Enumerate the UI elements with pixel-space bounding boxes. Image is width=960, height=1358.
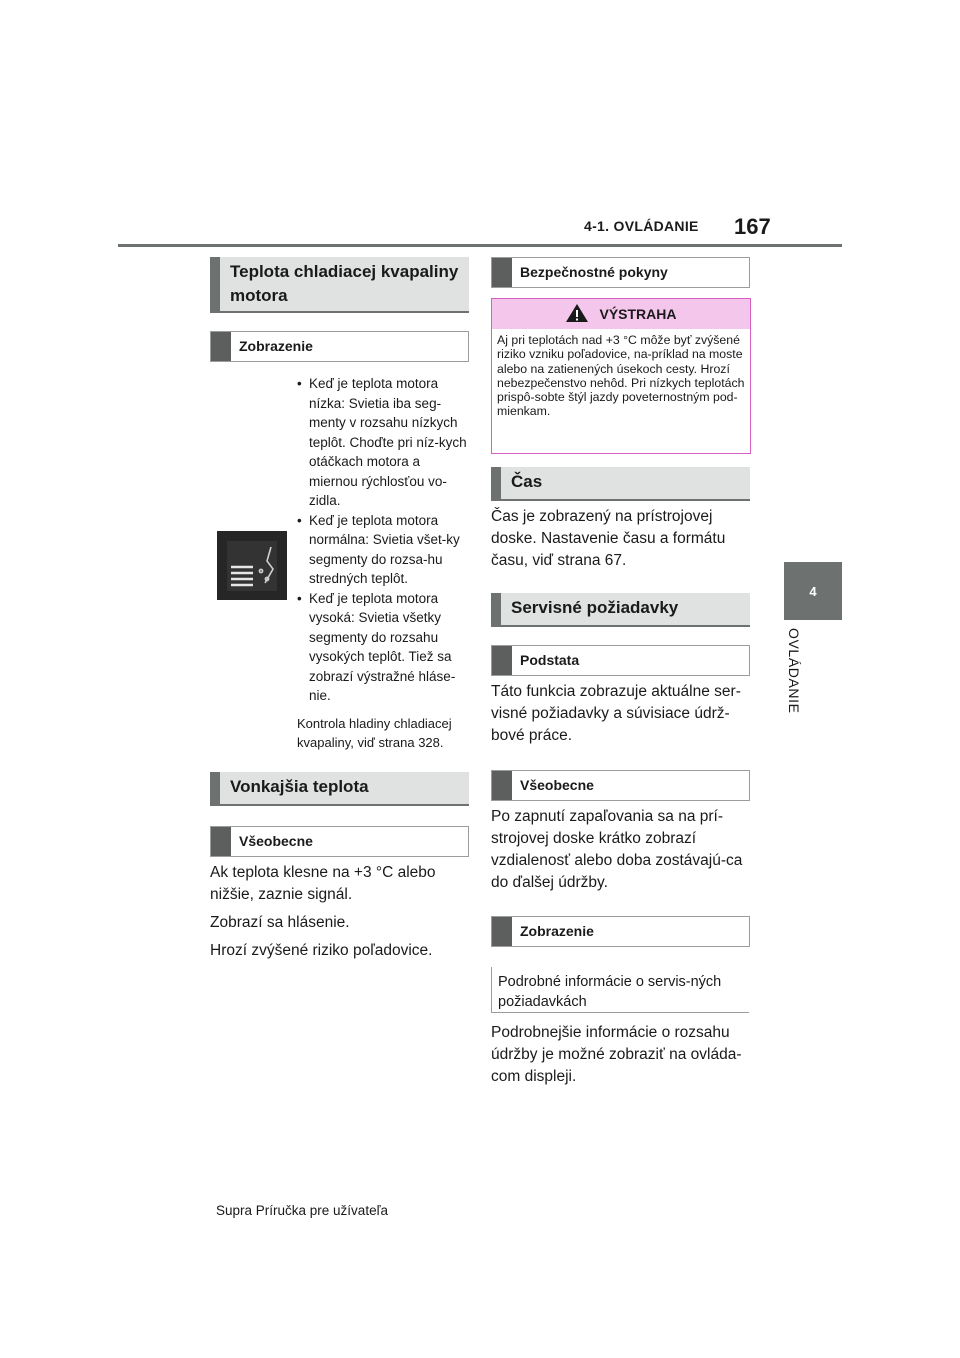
- outside-temp-text: Ak teplota klesne na +3 °C alebo nižšie, zaznie signál. Zobrazí sa hlásenie. Hrozí zvýšené riziko poľadovice.: [210, 864, 436, 959]
- warning-box: [491, 298, 751, 454]
- info-box: Podrobné informácie o servis-ných požiadavkách: [491, 967, 749, 1013]
- coolant-gauge-image: [217, 531, 287, 600]
- section-heading-service: Servisné požiadavky: [491, 593, 750, 627]
- vseobecne-text: Po zapnutí zapaľovania sa na prí-strojovej doske krátko zobrazí vzdialenosť alebo doba zostávajú-ca do ďalšej údržby.: [491, 808, 743, 891]
- warning-triangle-icon: [565, 303, 589, 326]
- list-item: • Keď je teplota motora normálna: Svietia všet-ky segmenty do rozsa-hu stredných teplôt.: [297, 511, 469, 589]
- page-number: 167: [734, 214, 771, 239]
- podstata-text: Táto funkcia zobrazuje aktuálne ser-visné požiadavky a súvisiace údrž-bové práce.: [491, 683, 741, 744]
- subheading-zobrazenie-right: Zobrazenie: [491, 916, 750, 947]
- chapter-side-label: OVLÁDANIE: [786, 628, 802, 714]
- chapter-tab[interactable]: 4: [784, 562, 842, 620]
- subheading-vseobecne-left: Všeobecne: [210, 826, 469, 857]
- warning-text: Aj pri teplotách nad +3 °C môže byť zvýšené riziko vzniku poľadovice, na-príklad na moste alebo na zatienených úsekoch cesty. Hrozí nebezpečenstvo nehôd. Pri nízkych teplotách prispô-sobte štýl jazdy poveternostným pod-mienkam.: [497, 333, 745, 419]
- subheading-podstata: Podstata: [491, 645, 750, 676]
- coolant-note: Kontrola hladiny chladiacej kvapaliny, viď strana 328.: [297, 715, 452, 750]
- final-text: Podrobnejšie informácie o rozsahu údržby je možné zobraziť na ovláda-com displeji.: [491, 1024, 742, 1085]
- warning-title: VÝSTRAHA: [599, 306, 677, 322]
- section-heading-coolant: Teplota chladiacej kvapaliny motora: [210, 257, 469, 313]
- subheading-zobrazenie-left: Zobrazenie: [210, 331, 469, 362]
- section-heading-outside-temp: Vonkajšia teplota: [210, 772, 469, 806]
- list-item: • Keď je teplota motora vysoká: Svietia všetky segmenty do rozsahu vysokých teplôt. Tiež sa zobrazí výstražné hláse-nie.: [297, 589, 469, 706]
- header-rule: [118, 244, 842, 247]
- section-heading-time: Čas: [491, 467, 750, 501]
- subheading-vseobecne-right: Všeobecne: [491, 770, 750, 801]
- subheading-safety: Bezpečnostné pokyny: [491, 257, 750, 288]
- time-text: Čas je zobrazený na prístrojovej doske. Nastavenie času a formátu času, viď strana 67.: [491, 508, 726, 569]
- chapter-title: 4-1. OVLÁDANIE: [584, 218, 699, 234]
- footer-text: Supra Príručka pre užívateľa: [216, 1203, 389, 1218]
- list-item: • Keď je teplota motora nízka: Svietia iba seg-menty v rozsahu nízkych teplôt. Choďte pri níz-kych otáčkach motora a miernou rýchlosťou vo-zidla.: [297, 374, 469, 511]
- coolant-status-list: [297, 374, 469, 752]
